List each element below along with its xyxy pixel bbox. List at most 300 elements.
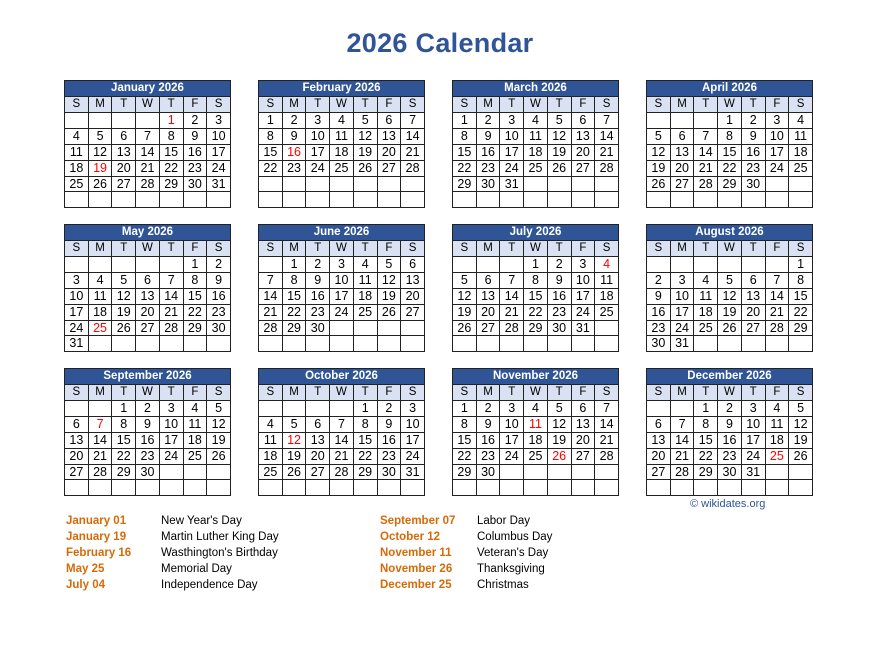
weekday-header: M: [282, 97, 306, 113]
day-cell: [159, 464, 183, 480]
day-cell: 5: [353, 112, 377, 128]
day-cell: 7: [136, 128, 160, 144]
day-cell: 17: [207, 144, 231, 160]
day-cell: 29: [112, 464, 136, 480]
weekday-header: M: [476, 97, 500, 113]
day-cell: 14: [595, 416, 619, 432]
day-cell: [377, 320, 401, 336]
day-cell: 25: [765, 448, 789, 464]
holiday-date: October 12: [380, 531, 441, 543]
day-cell: 6: [136, 272, 160, 288]
day-cell: [694, 480, 718, 496]
day-cell: 5: [718, 272, 742, 288]
day-cell: 3: [500, 400, 524, 416]
day-cell: 12: [789, 416, 813, 432]
day-cell: 5: [453, 272, 477, 288]
weekday-header: S: [207, 97, 231, 113]
day-cell: 9: [282, 128, 306, 144]
day-cell: 23: [718, 448, 742, 464]
month-calendar: [646, 224, 813, 352]
day-cell: 19: [207, 432, 231, 448]
day-cell: [547, 176, 571, 192]
day-cell: [789, 336, 813, 352]
day-cell: 16: [136, 432, 160, 448]
month-calendar: [258, 80, 425, 208]
day-cell: 19: [112, 304, 136, 320]
weekday-header: T: [500, 241, 524, 257]
day-cell: [453, 192, 477, 208]
day-cell: 3: [741, 400, 765, 416]
day-cell: 22: [718, 160, 742, 176]
day-cell: [453, 256, 477, 272]
weekday-header: S: [595, 385, 619, 401]
day-cell: 24: [571, 304, 595, 320]
day-cell: 14: [765, 288, 789, 304]
day-cell: [401, 320, 425, 336]
day-cell: 2: [306, 256, 330, 272]
weekday-header: F: [765, 385, 789, 401]
holiday-row: [66, 577, 356, 593]
weekday-header: T: [112, 97, 136, 113]
day-cell: 29: [159, 176, 183, 192]
day-cell: 29: [282, 320, 306, 336]
weekday-header: F: [183, 385, 207, 401]
day-cell: 28: [500, 320, 524, 336]
day-cell: 21: [259, 304, 283, 320]
weekday-header: S: [453, 385, 477, 401]
day-cell: 9: [547, 272, 571, 288]
day-cell: 29: [183, 320, 207, 336]
day-cell: 4: [789, 112, 813, 128]
day-cell: 20: [136, 304, 160, 320]
day-cell: 5: [207, 400, 231, 416]
day-cell: 16: [282, 144, 306, 160]
day-cell: [547, 480, 571, 496]
day-cell: 7: [595, 400, 619, 416]
holiday-name: Labor Day: [477, 515, 531, 527]
day-cell: 2: [647, 272, 671, 288]
day-cell: 11: [524, 416, 548, 432]
day-cell: 17: [500, 432, 524, 448]
day-cell: 25: [183, 448, 207, 464]
day-cell: 10: [765, 128, 789, 144]
day-cell: 6: [571, 400, 595, 416]
day-cell: 6: [741, 272, 765, 288]
day-cell: [330, 480, 354, 496]
day-cell: 15: [694, 432, 718, 448]
day-cell: 27: [112, 176, 136, 192]
day-cell: [259, 480, 283, 496]
day-cell: 24: [741, 448, 765, 464]
day-cell: 12: [377, 272, 401, 288]
day-cell: [476, 480, 500, 496]
holiday-date: January 01: [66, 515, 127, 527]
day-cell: 17: [65, 304, 89, 320]
day-cell: 20: [571, 432, 595, 448]
day-cell: 11: [259, 432, 283, 448]
day-cell: 3: [207, 112, 231, 128]
day-cell: 10: [500, 416, 524, 432]
holiday-row: [380, 577, 670, 593]
day-cell: [670, 192, 694, 208]
day-cell: [88, 192, 112, 208]
day-cell: 15: [353, 432, 377, 448]
day-cell: 18: [65, 160, 89, 176]
holiday-row: [380, 561, 670, 577]
weekday-header: S: [647, 385, 671, 401]
day-cell: 6: [401, 256, 425, 272]
day-cell: 19: [353, 144, 377, 160]
day-cell: 20: [306, 448, 330, 464]
weekday-header: S: [595, 241, 619, 257]
day-cell: [282, 176, 306, 192]
day-cell: [571, 480, 595, 496]
day-cell: [647, 112, 671, 128]
day-cell: 10: [670, 288, 694, 304]
day-cell: 17: [306, 144, 330, 160]
day-cell: 10: [500, 128, 524, 144]
day-cell: 22: [183, 304, 207, 320]
day-cell: 7: [159, 272, 183, 288]
day-cell: 31: [741, 464, 765, 480]
day-cell: 8: [259, 128, 283, 144]
weekday-header: F: [183, 97, 207, 113]
day-cell: 13: [136, 288, 160, 304]
day-cell: 26: [377, 304, 401, 320]
day-cell: 20: [741, 304, 765, 320]
day-cell: 6: [647, 416, 671, 432]
weekday-header: W: [718, 97, 742, 113]
day-cell: 30: [306, 320, 330, 336]
day-cell: 6: [377, 112, 401, 128]
weekday-header: W: [330, 385, 354, 401]
weekday-header: S: [789, 97, 813, 113]
day-cell: 12: [718, 288, 742, 304]
day-cell: 10: [330, 272, 354, 288]
weekday-header: T: [159, 97, 183, 113]
day-cell: 5: [88, 128, 112, 144]
holiday-date: July 04: [66, 579, 105, 591]
weekday-header: S: [65, 241, 89, 257]
day-cell: 19: [88, 160, 112, 176]
day-cell: [136, 256, 160, 272]
day-cell: [330, 400, 354, 416]
day-cell: 24: [500, 160, 524, 176]
day-cell: 10: [571, 272, 595, 288]
day-cell: [377, 480, 401, 496]
day-cell: 30: [718, 464, 742, 480]
day-cell: [741, 192, 765, 208]
day-cell: 14: [259, 288, 283, 304]
day-cell: [112, 480, 136, 496]
holiday-date: November 11: [380, 547, 452, 559]
day-cell: [694, 256, 718, 272]
day-cell: 6: [112, 128, 136, 144]
weekday-header: S: [259, 385, 283, 401]
day-cell: 18: [259, 448, 283, 464]
day-cell: [571, 336, 595, 352]
day-cell: 27: [571, 160, 595, 176]
day-cell: [453, 336, 477, 352]
weekday-header: T: [694, 385, 718, 401]
holiday-row: [66, 529, 356, 545]
day-cell: [718, 192, 742, 208]
day-cell: [595, 336, 619, 352]
day-cell: 8: [694, 416, 718, 432]
day-cell: [571, 176, 595, 192]
holiday-date: January 19: [66, 531, 127, 543]
holiday-row: [66, 561, 356, 577]
day-cell: 17: [159, 432, 183, 448]
day-cell: 5: [112, 272, 136, 288]
weekday-header: T: [306, 385, 330, 401]
day-cell: 19: [377, 288, 401, 304]
day-cell: 22: [453, 160, 477, 176]
weekday-header: S: [453, 241, 477, 257]
day-cell: 11: [595, 272, 619, 288]
month-calendar: [452, 368, 619, 496]
day-cell: 1: [259, 112, 283, 128]
day-cell: [159, 192, 183, 208]
day-cell: 1: [183, 256, 207, 272]
day-cell: [595, 192, 619, 208]
holiday-date: May 25: [66, 563, 105, 575]
holiday-list-left: [66, 513, 356, 593]
day-cell: [65, 400, 89, 416]
day-cell: 30: [207, 320, 231, 336]
weekday-header: S: [647, 97, 671, 113]
day-cell: 14: [694, 144, 718, 160]
day-cell: [670, 112, 694, 128]
weekday-header: S: [259, 241, 283, 257]
day-cell: [595, 464, 619, 480]
day-cell: 1: [453, 112, 477, 128]
day-cell: 22: [159, 160, 183, 176]
day-cell: 2: [282, 112, 306, 128]
weekday-header: T: [741, 385, 765, 401]
day-cell: 3: [670, 272, 694, 288]
day-cell: 11: [789, 128, 813, 144]
day-cell: 11: [353, 272, 377, 288]
day-cell: [789, 176, 813, 192]
weekday-header: W: [330, 97, 354, 113]
day-cell: 2: [718, 400, 742, 416]
day-cell: 28: [595, 160, 619, 176]
weekday-header: M: [476, 241, 500, 257]
day-cell: [259, 176, 283, 192]
day-cell: 26: [112, 320, 136, 336]
day-cell: 9: [718, 416, 742, 432]
day-cell: 18: [330, 144, 354, 160]
day-cell: 8: [353, 416, 377, 432]
day-cell: 28: [694, 176, 718, 192]
day-cell: 21: [765, 304, 789, 320]
day-cell: 3: [159, 400, 183, 416]
day-cell: 6: [670, 128, 694, 144]
day-cell: 26: [88, 176, 112, 192]
holiday-list-right: [380, 513, 670, 593]
month-calendar: [64, 80, 231, 208]
day-cell: 18: [524, 432, 548, 448]
day-cell: [571, 464, 595, 480]
day-cell: 9: [741, 128, 765, 144]
day-cell: 12: [207, 416, 231, 432]
weekday-header: M: [670, 241, 694, 257]
day-cell: 20: [65, 448, 89, 464]
day-cell: 2: [377, 400, 401, 416]
day-cell: 2: [183, 112, 207, 128]
weekday-header: S: [453, 97, 477, 113]
day-cell: [353, 480, 377, 496]
day-cell: 1: [718, 112, 742, 128]
day-cell: [647, 192, 671, 208]
day-cell: 31: [571, 320, 595, 336]
day-cell: [65, 480, 89, 496]
holiday-name: Wasthington's Birthday: [161, 547, 278, 559]
day-cell: [330, 176, 354, 192]
day-cell: 20: [647, 448, 671, 464]
day-cell: 27: [65, 464, 89, 480]
day-cell: [183, 464, 207, 480]
day-cell: [401, 480, 425, 496]
day-cell: 21: [401, 144, 425, 160]
day-cell: [765, 256, 789, 272]
day-cell: 24: [401, 448, 425, 464]
day-cell: 10: [159, 416, 183, 432]
day-cell: 21: [330, 448, 354, 464]
day-cell: 11: [330, 128, 354, 144]
day-cell: [718, 336, 742, 352]
day-cell: 31: [401, 464, 425, 480]
day-cell: 29: [694, 464, 718, 480]
day-cell: 4: [595, 256, 619, 272]
day-cell: [159, 480, 183, 496]
day-cell: 4: [353, 256, 377, 272]
holiday-row: [380, 513, 670, 529]
day-cell: 29: [524, 320, 548, 336]
day-cell: 21: [88, 448, 112, 464]
day-cell: [353, 192, 377, 208]
day-cell: 6: [65, 416, 89, 432]
day-cell: 11: [88, 288, 112, 304]
day-cell: [647, 400, 671, 416]
day-cell: 18: [353, 288, 377, 304]
day-cell: 21: [136, 160, 160, 176]
weekday-header: F: [377, 97, 401, 113]
weekday-header: T: [547, 97, 571, 113]
weekday-header: T: [112, 385, 136, 401]
day-cell: [282, 192, 306, 208]
weekday-header: F: [183, 241, 207, 257]
day-cell: 27: [741, 320, 765, 336]
day-cell: 4: [65, 128, 89, 144]
day-cell: 30: [136, 464, 160, 480]
weekday-header: T: [741, 241, 765, 257]
day-cell: [207, 464, 231, 480]
weekday-header: W: [136, 385, 160, 401]
day-cell: 14: [88, 432, 112, 448]
holiday-date: February 16: [66, 547, 132, 559]
day-cell: 12: [282, 432, 306, 448]
holiday-name: New Year's Day: [161, 515, 242, 527]
day-cell: 12: [88, 144, 112, 160]
month-title: February 2026: [259, 81, 425, 97]
day-cell: [282, 336, 306, 352]
weekday-header: T: [694, 241, 718, 257]
day-cell: [765, 176, 789, 192]
weekday-header: S: [65, 97, 89, 113]
day-cell: [741, 336, 765, 352]
day-cell: [353, 320, 377, 336]
day-cell: [789, 192, 813, 208]
day-cell: 13: [306, 432, 330, 448]
day-cell: 25: [65, 176, 89, 192]
month-title: November 2026: [453, 369, 619, 385]
day-cell: 11: [694, 288, 718, 304]
weekday-header: F: [377, 385, 401, 401]
day-cell: 3: [765, 112, 789, 128]
day-cell: [259, 400, 283, 416]
day-cell: 28: [88, 464, 112, 480]
day-cell: [476, 192, 500, 208]
day-cell: 4: [330, 112, 354, 128]
day-cell: [694, 336, 718, 352]
day-cell: 23: [306, 304, 330, 320]
day-cell: 19: [547, 144, 571, 160]
day-cell: 19: [547, 432, 571, 448]
weekday-header: M: [282, 385, 306, 401]
day-cell: 3: [306, 112, 330, 128]
day-cell: 17: [765, 144, 789, 160]
weekday-header: S: [259, 97, 283, 113]
day-cell: 20: [401, 288, 425, 304]
day-cell: [377, 176, 401, 192]
day-cell: [647, 256, 671, 272]
day-cell: 19: [453, 304, 477, 320]
day-cell: [500, 480, 524, 496]
day-cell: 16: [476, 144, 500, 160]
day-cell: [547, 336, 571, 352]
day-cell: 12: [353, 128, 377, 144]
day-cell: [694, 192, 718, 208]
weekday-header: M: [88, 385, 112, 401]
day-cell: 31: [207, 176, 231, 192]
day-cell: [647, 480, 671, 496]
day-cell: 24: [207, 160, 231, 176]
day-cell: 14: [500, 288, 524, 304]
day-cell: 24: [159, 448, 183, 464]
day-cell: [88, 256, 112, 272]
holiday-row: [380, 545, 670, 561]
day-cell: 18: [88, 304, 112, 320]
day-cell: 23: [207, 304, 231, 320]
day-cell: 24: [330, 304, 354, 320]
weekday-header: T: [547, 241, 571, 257]
day-cell: 5: [547, 400, 571, 416]
day-cell: 16: [741, 144, 765, 160]
day-cell: 4: [524, 112, 548, 128]
day-cell: 1: [453, 400, 477, 416]
day-cell: 7: [670, 416, 694, 432]
day-cell: [207, 336, 231, 352]
day-cell: [571, 192, 595, 208]
day-cell: [183, 192, 207, 208]
day-cell: 26: [353, 160, 377, 176]
holiday-name: Veteran's Day: [477, 547, 549, 559]
day-cell: 3: [330, 256, 354, 272]
day-cell: [377, 336, 401, 352]
day-cell: 16: [207, 288, 231, 304]
